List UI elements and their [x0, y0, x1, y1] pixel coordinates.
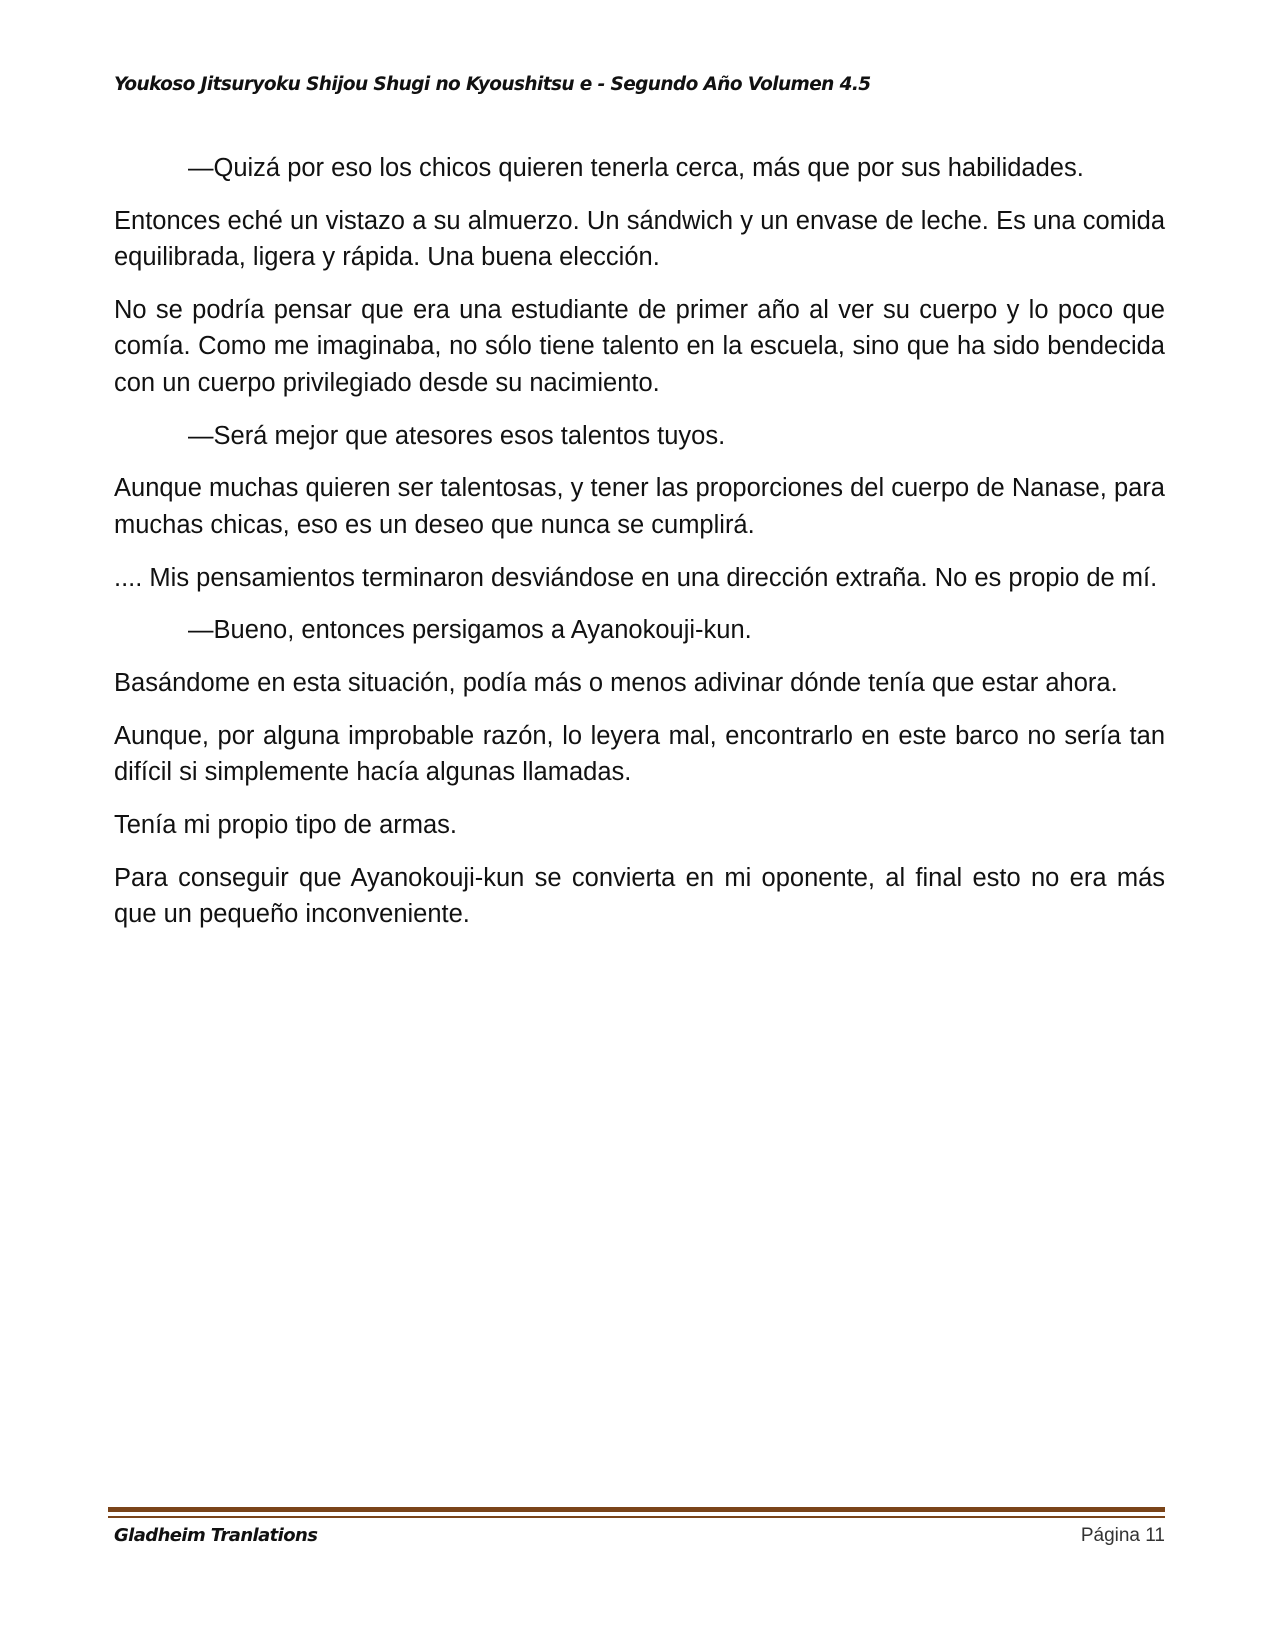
paragraph: —Será mejor que atesores esos talentos tuyos.	[188, 421, 726, 450]
paragraph: Aunque, por alguna improbable razón, lo leyera mal, encontrarlo en este barco no sería tan difícil si simplemente hacía algunas llamadas.	[114, 722, 1165, 787]
paragraph: —Bueno, entonces persigamos a Ayanokouji-kun.	[188, 616, 752, 645]
paragraph: —Quizá por eso los chicos quieren tenerla cerca, más que por sus habilidades.	[188, 154, 1084, 182]
paragraph: Basándome en esta situación, podía más o menos adivinar dónde tenía que estar ahora.	[114, 669, 1118, 698]
paragraph: Tenía mi propio tipo de armas.	[114, 811, 458, 840]
running-header: Youkoso Jitsuryoku Shijou Shugi no Kyoushitsu e - Segundo Año Volumen 4.5	[114, 74, 871, 95]
footer-rule-thick	[108, 1507, 1165, 1512]
paragraph: Aunque muchas quieren ser talentosas, y tener las proporciones del cuerpo de Nanase, para muchas chicas, eso es un deseo que nunca se cumplirá.	[114, 474, 1165, 539]
paragraph: .... Mis pensamientos terminaron desviándose en una dirección extraña. No es propio de mí.	[114, 563, 1158, 592]
paragraph: Entonces eché un vistazo a su almuerzo. Un sándwich y un envase de leche. Es una comida equilibrada, ligera y rápida. Una buena elección.	[114, 206, 1165, 272]
paragraph: Para conseguir que Ayanokouji-kun se convierta en mi oponente, al final esto no era más que un pequeño inconveniente.	[114, 864, 1165, 929]
footer-rule-thin	[108, 1516, 1165, 1518]
body-text	[114, 150, 1165, 949]
page-number: Página 11	[1080, 1525, 1165, 1546]
footer-credit: Gladheim Tranlations	[114, 1525, 318, 1546]
paragraph: No se podría pensar que era una estudiante de primer año al ver su cuerpo y lo poco que comía. Como me imaginaba, no sólo tiene talento en la escuela, sino que ha sido bendecida con un cuerpo privilegiado desde su nacimiento.	[114, 296, 1165, 397]
